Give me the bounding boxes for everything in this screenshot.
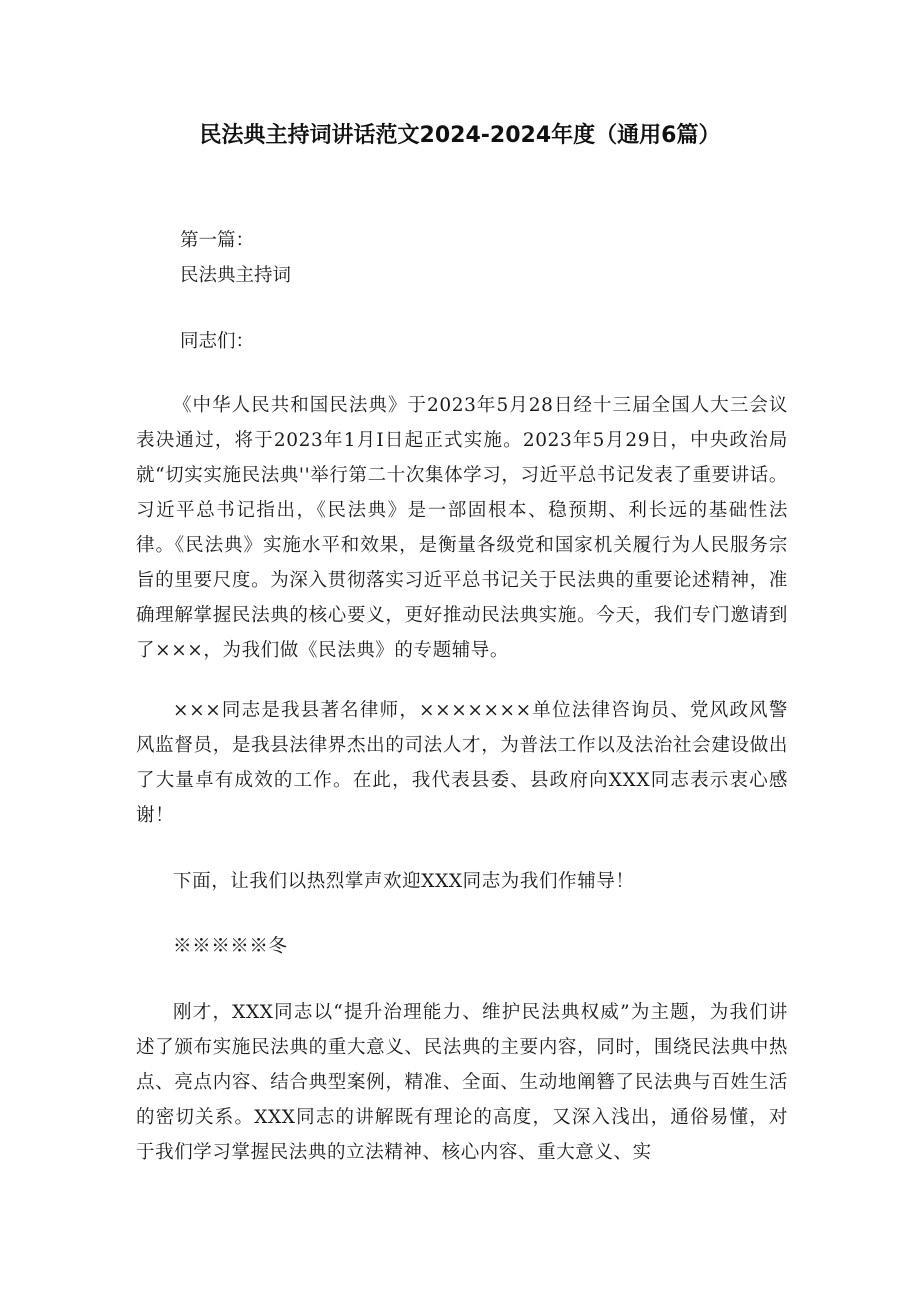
document-title: 民法典主持词讲话范文2024-2024年度（通用6篇） — [199, 123, 721, 148]
salutation: 同志们： — [180, 331, 255, 352]
paragraph-welcome: 下面，让我们以热烈掌声欢迎XXX同志为我们作辅导！ — [173, 871, 635, 892]
section-subtitle: 民法典主持词 — [180, 265, 292, 286]
paragraph-intro: 《中华人民共和国民法典》于2023年5月28日经十三届全国人大三会议表决通过，将于2023年1月I日起正式实施。2023年5月29日，中央政治局就“切实实施民法典''举行第二十次集体学习，习近平总书记发表了重要讲话。习近平总书记指出，《民法典》是一部固根本、稳预期、利长远的基础性法律。《民法典》实施水平和效果，是衡量各级党和国家机关履行为人民服务宗旨的里要尺度。为深入贯彻落实习近平总书记关于民法典的重要论述精神，准确理解掌握民法典的核心要义，更好推动民法典实施。今天，我们专门邀请到了×××，为我们做《民法典》的专题辅导。 — [136, 395, 788, 661]
paragraph-summary: 刚才，XXX同志以“提升治理能力、维护民法典权威”为主题，为我们讲述了颁布实施民法典的重大意义、民法典的主要内容，同时，围绕民法典中热点、亮点内容、结合典型案例，精准、全面、生动地阐簪了民法典与百姓生活的密切关系。XXX同志的讲解既有理论的高度，又深入浅出，通俗易懂，对于我们学习掌握民法典的立法精神、核心内容、重大意义、实 — [136, 1002, 788, 1163]
paragraph-separator: ※※※※※冬 — [173, 936, 288, 957]
paragraph-speaker-intro: ×××同志是我县著名律师，×××××××单位法律咨询员、党风政风警风监督员，是我县法律界杰出的司法人才，为普法工作以及法治社会建设做出了大量卓有成效的工作。在此，我代表县委、县政府向XXX同志表示衷心感谢！ — [136, 700, 788, 826]
section-heading: 第一篇： — [180, 230, 255, 251]
